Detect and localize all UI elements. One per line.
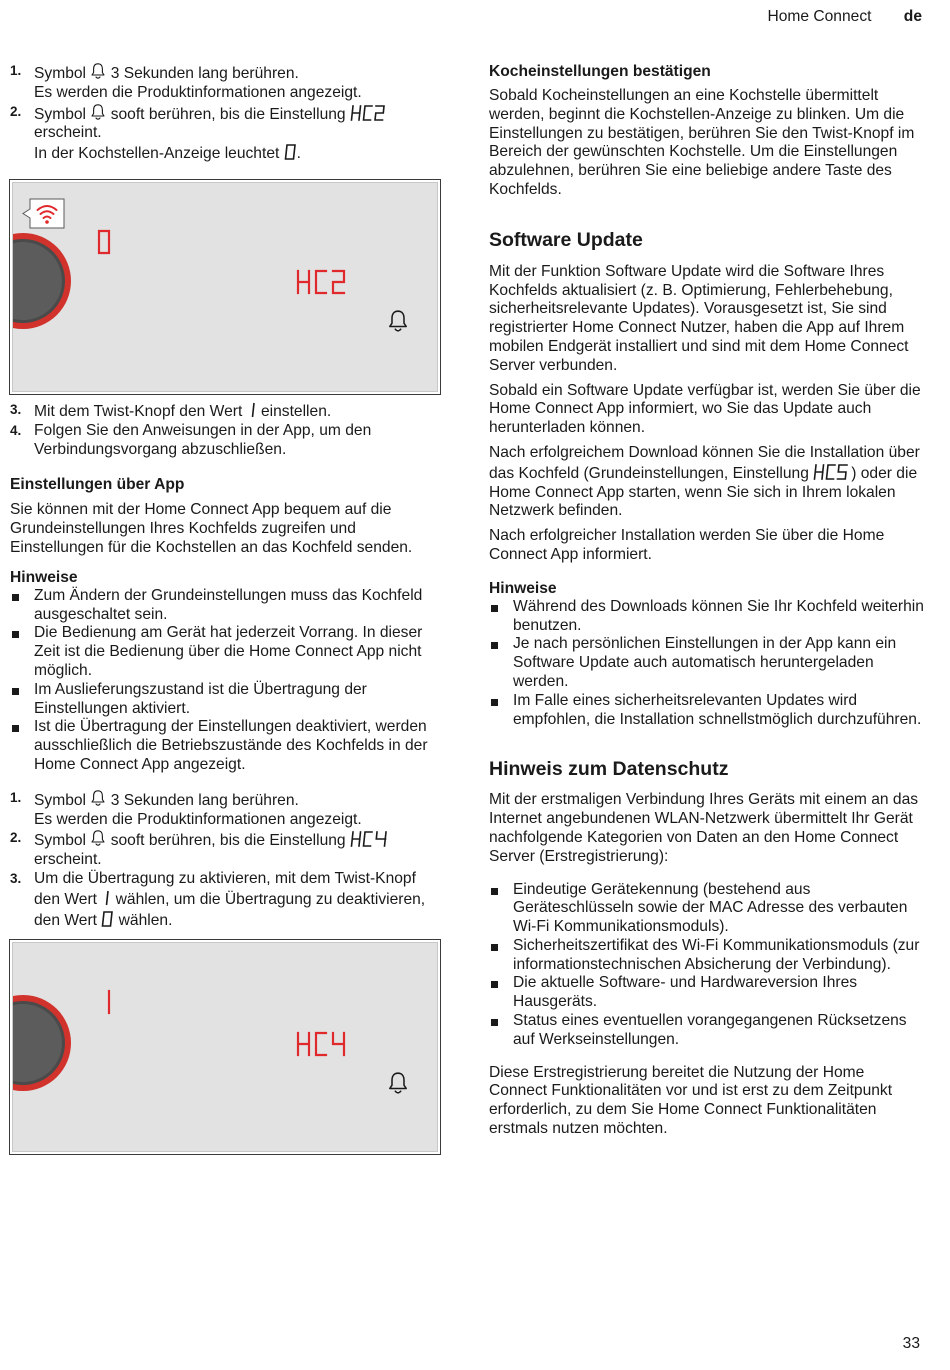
bell-icon xyxy=(90,62,106,80)
list-item: Je nach persönlichen Einstellungen in der App kann ein Software Update auch automatisch heruntergeladen werden. xyxy=(489,635,925,691)
paragraph-text: Nach erfolgreichem Download können Sie die Installation über das Kochfeld (Grundeinstellungen, Einstellung xyxy=(489,443,920,482)
lcd-setting-hc4 xyxy=(350,830,390,848)
bell-icon xyxy=(90,789,106,807)
step-number: 3. xyxy=(10,870,22,886)
header-language: de xyxy=(903,8,922,25)
list-item: Zum Ändern der Grundeinstellungen muss das Kochfeld ausgeschaltet sein. xyxy=(10,587,442,625)
paragraph-app: Sie können mit der Home Connect App bequem auf die Grundeinstellungen Ihres Kochfelds zugreifen und Einstellungen für die Kochstellen an das Kochfeld senden. xyxy=(10,501,413,556)
setting-display xyxy=(298,271,344,293)
step-2 xyxy=(10,103,442,164)
step-number: 1. xyxy=(10,789,22,805)
lcd-value-0 xyxy=(101,910,114,928)
paragraph-text: ) oder die Home Connect App starten, wenn Sie sich in Ihrem lokalen Netzwerk befinden. xyxy=(489,464,918,520)
step-text: 3 Sekunden lang berühren. xyxy=(110,791,299,809)
page-header xyxy=(767,8,922,27)
notes-list xyxy=(10,587,442,775)
section-heading-app: Einstellungen über App xyxy=(10,476,185,494)
right-column xyxy=(489,62,925,1145)
step-result: In der Kochstellen-Anzeige leuchtet xyxy=(34,145,280,163)
step-text: Symbol xyxy=(34,105,86,123)
step-text: Symbol xyxy=(34,791,86,809)
paragraph-sw-4: Nach erfolgreicher Installation werden Sie über die Home Connect App informiert. xyxy=(489,527,885,563)
step-number: 2. xyxy=(10,103,22,119)
bell-icon xyxy=(90,103,106,121)
list-item: Ist die Übertragung der Einstellungen deaktiviert, werden ausschließlich die Betriebszustände des Kochfelds in der Home Connect App angezeigt. xyxy=(10,718,442,774)
step-text: einstellen. xyxy=(260,402,332,420)
section-heading-software-update: Software Update xyxy=(489,228,643,251)
wifi-icon xyxy=(23,199,64,228)
step-4 xyxy=(10,422,442,460)
list-item: Die Bedienung am Gerät hat jederzeit Vorrang. In dieser Zeit ist die Bedienung über die Home Connect App nicht möglich. xyxy=(10,624,442,680)
paragraph-privacy-outro: Diese Erstregistrierung bereitet die Nutzung der Home Connect Funktionalitäten vor und ist erst zu dem Zeitpunkt erforderlich, zu dem Sie Home Connect Funktionalitäten erstmals nutzen möchten. xyxy=(489,1063,893,1138)
step-number: 2. xyxy=(10,830,22,846)
setting-display xyxy=(298,1033,344,1055)
step-result: Es werden die Produktinformationen angezeigt. xyxy=(34,810,362,828)
twist-knob[interactable] xyxy=(13,995,71,1091)
lcd-value-1 xyxy=(247,401,257,419)
paragraph-sw-2: Sobald ein Software Update verfügbar ist, werden Sie über die Home Connect App informiert, wo Sie das Update auch herunterladen können. xyxy=(489,381,921,437)
twist-knob[interactable] xyxy=(13,233,71,329)
paragraph-privacy: Mit der erstmaligen Verbindung Ihres Geräts mit einem an das Internet angebundenen WLAN-Netzwerk übermittelt Ihr Gerät nachfolgende Kategorien von Daten an den Home Connect Server (Erstregistrierung): xyxy=(489,791,919,865)
step-text: wählen, um die Übertragung zu deaktivieren, den Wert xyxy=(34,890,426,929)
cooktop-panel-b xyxy=(9,939,441,1155)
privacy-list xyxy=(489,881,925,1050)
step-number: 3. xyxy=(10,401,22,417)
step-3 xyxy=(10,401,442,422)
list-item: Sicherheitszertifikat des Wi-Fi Kommunikationsmoduls (zur informationstechnischen Absicherung der Verbindung). xyxy=(489,937,925,975)
cooktop-panel-a xyxy=(9,179,441,395)
lcd-value-1 xyxy=(101,889,111,907)
step-number: 4. xyxy=(10,422,22,438)
list-item: Im Falle eines sicherheitsrelevanten Updates wird empfohlen, die Installation schnellstmöglich durchzuführen. xyxy=(489,692,925,730)
panel-illustration xyxy=(13,183,439,391)
notes-heading: Hinweise xyxy=(489,579,557,597)
list-item: Im Auslieferungszustand ist die Übertragung der Einstellungen aktiviert. xyxy=(10,681,442,719)
section-heading-confirm: Kocheinstellungen bestätigen xyxy=(489,63,711,80)
step-2 xyxy=(10,829,442,870)
step-text: erscheint. xyxy=(34,124,102,142)
paragraph-sw-3 xyxy=(489,444,925,521)
step-text: Symbol xyxy=(34,65,86,82)
step-text: Um die Übertragung zu aktivieren, mit dem Twist-Knopf den Wert xyxy=(34,869,416,908)
panel-surface xyxy=(12,182,438,392)
bell-icon xyxy=(90,829,106,847)
step-text: Folgen Sie den Anweisungen in der App, um den Verbindungsvorgang abzuschließen. xyxy=(34,421,372,458)
bell-icon[interactable] xyxy=(390,1073,406,1093)
lcd-value-0 xyxy=(284,143,297,161)
list-item: Während des Downloads können Sie Ihr Kochfeld weiterhin benutzen. xyxy=(489,598,925,636)
step-text: 3 Sekunden lang berühren. xyxy=(110,65,299,82)
step-text: erscheint. xyxy=(34,851,102,869)
steps-list-c xyxy=(10,789,442,931)
step-text: Mit dem Twist-Knopf den Wert xyxy=(34,402,243,420)
step-text: wählen. xyxy=(118,911,173,929)
level-display xyxy=(99,231,109,253)
paragraph-confirm: Sobald Kocheinstellungen an eine Kochstelle übermittelt werden, beginnt die Kochstellen-Anzeige zu blinken. Um die Einstellungen zu bestätigen, berühren Sie den Twist-Knopf im Bereich der gewünschten Kochstelle. Um die Einstellungen abzulehnen, berühren Sie eine beliebige andere Taste des Kochfelds. xyxy=(489,87,915,198)
notes-heading: Hinweise xyxy=(10,568,78,586)
panel-surface xyxy=(12,942,438,1152)
list-item: Die aktuelle Software- und Hardwareversion Ihres Hausgeräts. xyxy=(489,974,925,1012)
section-heading-privacy: Hinweis zum Datenschutz xyxy=(489,758,729,781)
lcd-setting-hc5 xyxy=(813,463,851,481)
step-text: sooft berühren, bis die Einstellung xyxy=(110,832,346,850)
step-3 xyxy=(10,870,442,930)
steps-list-b xyxy=(10,401,442,459)
panel-illustration xyxy=(13,943,439,1151)
step-text: Symbol xyxy=(34,832,86,850)
step-number: 1. xyxy=(10,63,22,78)
header-brand: Home Connect xyxy=(767,8,872,25)
punctuation: . xyxy=(296,145,302,163)
lcd-setting-hc2 xyxy=(350,104,388,122)
left-column xyxy=(10,62,442,1155)
step-text: sooft berühren, bis die Einstellung xyxy=(110,105,346,123)
list-item: Eindeutige Gerätekennung (bestehend aus Geräteschlüsseln sowie der MAC Adresse des verbauten Wi-Fi Kommunikationsmoduls). xyxy=(489,881,925,937)
bell-icon[interactable] xyxy=(390,311,406,331)
step-1 xyxy=(10,62,442,103)
list-item: Status eines eventuellen vorangegangenen Rücksetzens auf Werkseinstellungen. xyxy=(489,1012,925,1050)
notes-list xyxy=(489,598,925,730)
steps-list-a xyxy=(10,62,442,164)
paragraph-sw-1: Mit der Funktion Software Update wird die Software Ihres Kochfelds aktualisiert (z. B. Optimierung, Fehlerbehebung, sicherheitsrelevante Updates). Vorausgesetzt ist, Sie sind registrierter Home Connect Nutzer, haben die App auf Ihrem mobilen Endgerät installiert und sind mit dem Home Connect Server verbunden. xyxy=(489,262,909,374)
step-result: Es werden die Produktinformationen angezeigt. xyxy=(34,83,362,101)
page-number: 33 xyxy=(902,1335,920,1353)
step-1 xyxy=(10,789,442,830)
